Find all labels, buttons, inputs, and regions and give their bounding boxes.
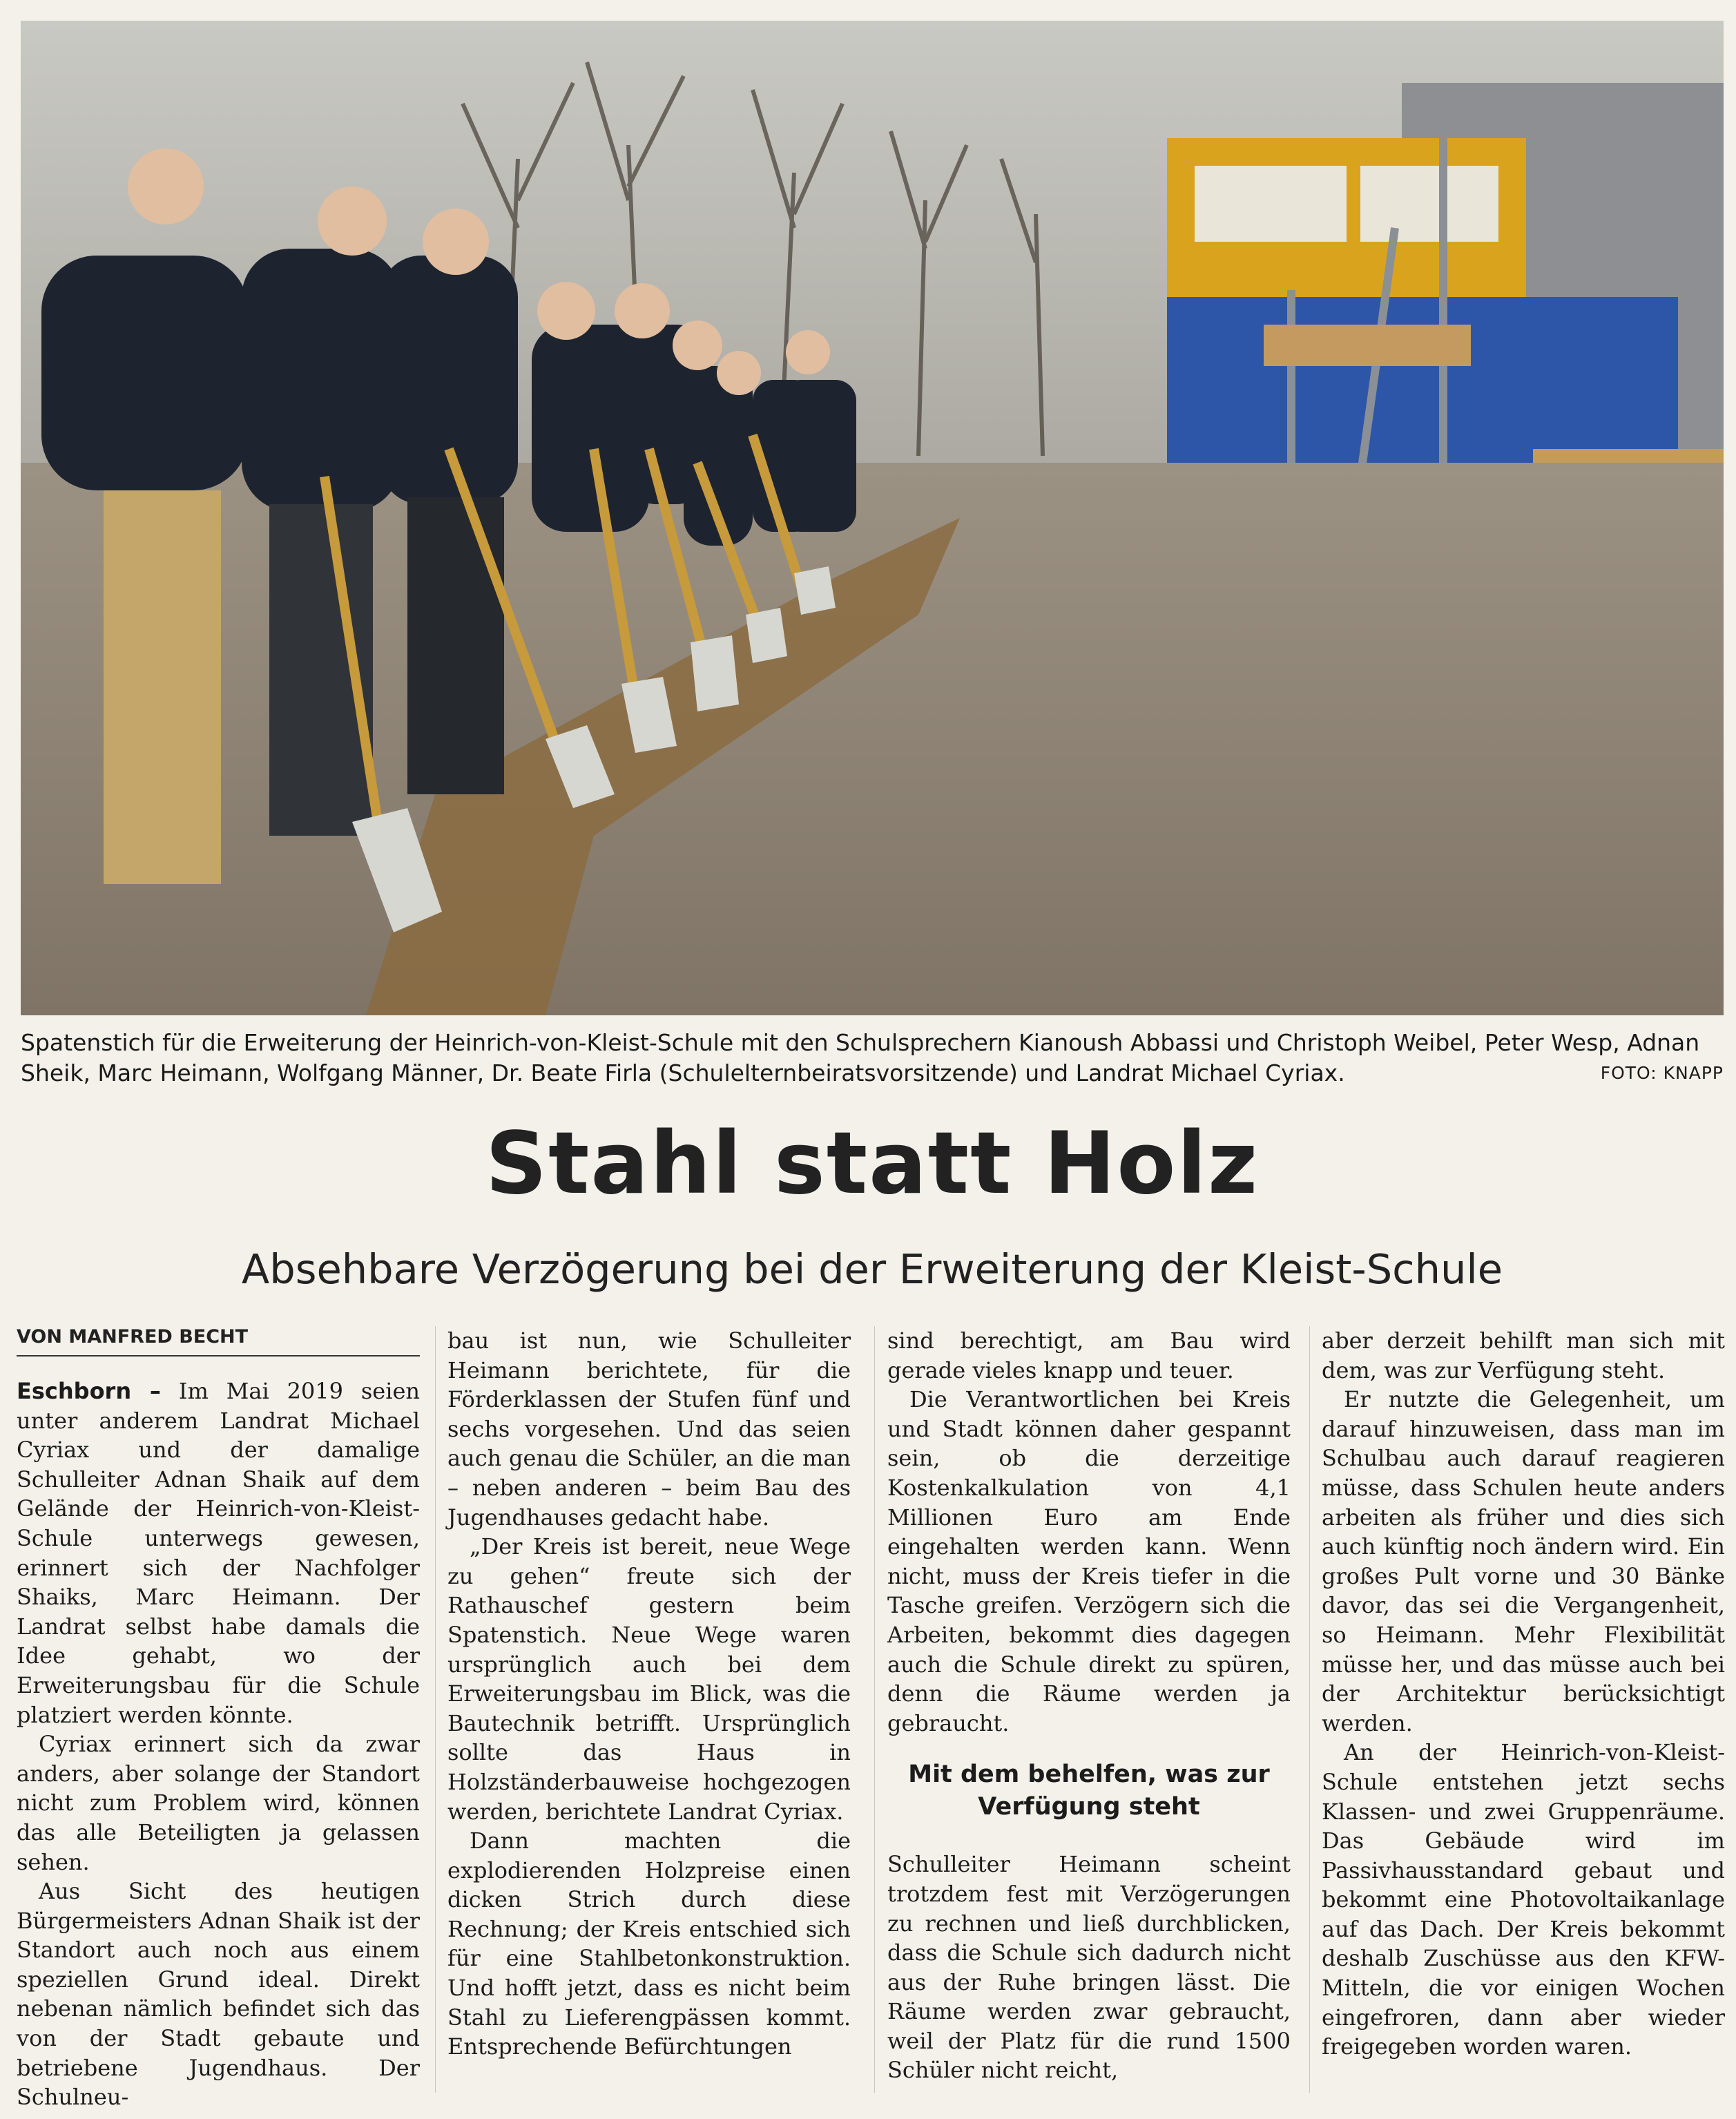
paragraph: bau ist nun, wie Schulleiter Heimann berichtete, für die Förderklassen der Stufen fünf und sechs vorgesehen. Und das seien auch genau die Schüler, an die man – neben anderen – beim Bau des Jugendhauses gedacht habe. (447, 1327, 851, 1531)
photo-caption (21, 1028, 1724, 1089)
byline-rule (17, 1355, 420, 1356)
headline: Stahl statt Holz (485, 1114, 1260, 1214)
subheadline: Absehbare Verzögerung bei der Erweiterung der Kleist-Schule (241, 1245, 1503, 1293)
paragraph: Er nutzte die Gelegenheit, um darauf hinzuweisen, dass man im Schulbau auch darauf reagieren müsse, dass Schulen heute anders arbeiten als früher und dies sich auch künftig noch ändern wird. Ein großes Pult vorne und 30 Bänke davor, das sei die Vergangenheit, so Heimann. Mehr Flexibilität müsse her, und das müsse auch bei der Architektur berücksichtigt werden. (1322, 1386, 1725, 1736)
paragraph: sind berechtigt, am Bau wird gerade vieles knapp und teuer. (887, 1327, 1291, 1383)
paragraph (17, 1377, 420, 1729)
paragraph-text: Im Mai 2019 seien unter anderem Landrat Michael Cyriax und der damalige Schulleiter Adnan Shaik auf dem Gelände der Heinrich-von-Kleist-Schule unterwegs gewesen, erinnert sich der Nachfolger Shaiks, Marc Heimann. Der Landrat selbst habe damals die Idee gehabt, wo der Erweiterungsbau für die Schule platziert werden könnte. (17, 1378, 421, 1728)
caption-text: Spatenstich für die Erweiterung der Heinrich-von-Kleist-Schule mit den Schulsprechern Kianoush Abbassi und Christoph Weibel, Peter Wesp, Adnan Sheik, Marc Heimann, Wolfgang Männer, Dr. Beate Firla (Schulelternbeiratsvorsitzende) und Landrat Michael Cyriax. (21, 1029, 1700, 1086)
paragraph: Schulleiter Heimann scheint trotzdem fest mit Verzögerungen zu rechnen und ließ durchblicken, dass die Schule sich dadurch nicht aus der Ruhe bringen lässt. Die Räume werden zwar gebraucht, weil der Platz für die rund 1500 Schüler nicht reicht, (887, 1851, 1291, 2084)
groundbreaking-photo (21, 21, 1724, 1015)
article-column-2 (447, 1326, 851, 2062)
paragraph: An der Heinrich-von-Kleist-Schule entstehen jetzt sechs Klassen- und zwei Gruppenräume. Das Gebäude wird im Passivhausstandard gebaut und bekommt eine Photovoltaikanlage auf das Dach. Der Kreis bekommt deshalb Zuschüsse aus den KFW-Mitteln, die vor einigen Wochen eingefroren, dann aber wieder freigegeben worden waren. (1322, 1739, 1725, 2060)
paragraph: Die Verantwortlichen bei Kreis und Stadt können daher gespannt sein, ob die derzeitige Kostenkalkulation von 4,1 Millionen Euro am Ende eingehalten werden kann. Wenn nicht, muss der Kreis tiefer in die Tasche greifen. Verzögern sich die Arbeiten, bekommt dies dagegen auch die Schule direkt zu spüren, denn die Räume werden ja gebraucht. (887, 1386, 1291, 1736)
paragraph: Cyriax erinnert sich da zwar anders, aber solange der Standort nicht zum Problem wird, können das alle Beteiligten ja gelassen sehen. (17, 1731, 420, 1875)
column-divider (435, 1326, 436, 2093)
article-column-3 (887, 1326, 1291, 2085)
dateline: Eschborn – (17, 1378, 161, 1404)
paragraph: Dann machten die explodierenden Holzpreise einen dicken Strich durch diese Rechnung; der Kreis entschied sich für eine Stahlbetonkonstruktion. Und hofft jetzt, dass es nicht beim Stahl zu Lieferengpässen kommt. Entsprechende Befürchtungen (447, 1828, 851, 2060)
paragraph: Aus Sicht des heutigen Bürgermeisters Adnan Shaik ist der Standort auch noch aus einem speziellen Grund ideal. Direkt nebenan nämlich befindet sich das von der Stadt gebaute und betriebene Jugendhaus. Der Schulneu- (17, 1878, 420, 2111)
article-column-4 (1322, 1326, 1725, 2062)
article-column-1 (17, 1377, 420, 2112)
paragraph: aber derzeit behilft man sich mit dem, was zur Verfügung steht. (1322, 1327, 1725, 1383)
column-divider (1309, 1326, 1310, 2093)
column-divider (874, 1326, 875, 2093)
subheading: Mit dem behelfen, was zur Verfügung steht (908, 1761, 1270, 1821)
paragraph: „Der Kreis ist bereit, neue Wege zu gehen“ freute sich der Rathauschef gestern beim Spatenstich. Neue Wege waren ursprünglich auch bei dem Erweiterungsbau im Blick, was die Bautechnik betrifft. Ursprünglich sollte das Haus in Holzständerbauweise hochgezogen werden, berichtete Landrat Cyriax. (447, 1533, 851, 1825)
article-photo (21, 21, 1724, 1015)
byline: VON MANFRED BECHT (17, 1326, 249, 1348)
photo-credit: FOTO: KNAPP (1600, 1063, 1724, 1083)
